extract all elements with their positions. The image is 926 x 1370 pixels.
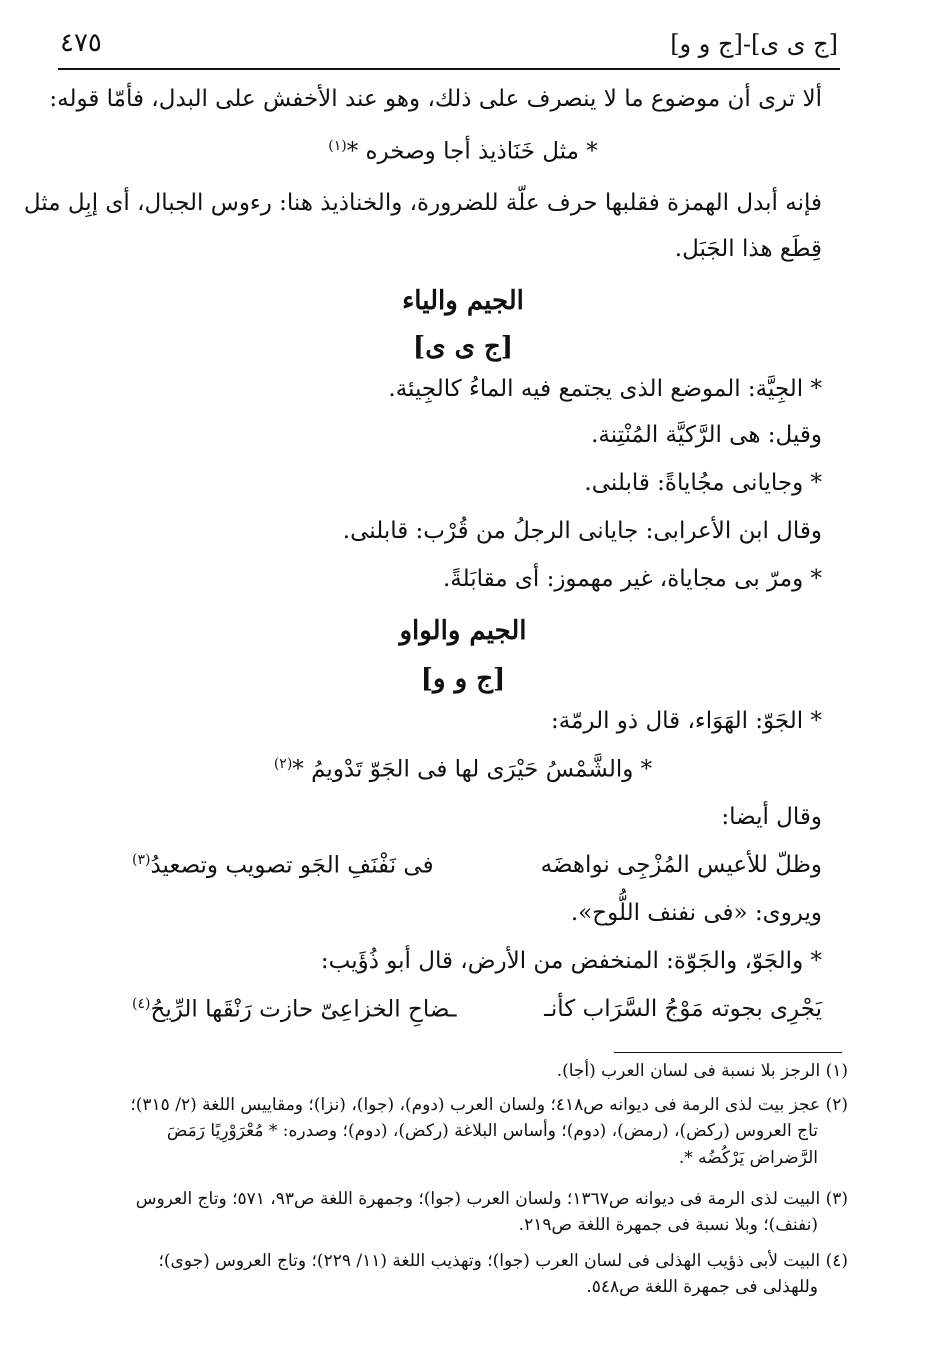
verse-hemistich-right: وظلّ للأعيس المُزْجِى نواهضَه xyxy=(540,852,822,878)
page-number: ٤٧٥ xyxy=(60,28,102,58)
footnote-marker: (١) xyxy=(328,138,347,154)
footnote-text: البيت لأبى ذؤيب الهذلى فى لسان العرب (جوا)؛ وتهذيب اللغة (١١/ ٢٢٩)؛ وتاج العروس (جوى)؛ xyxy=(158,1251,821,1271)
verse-hemistich-left xyxy=(132,852,434,879)
body-line: وقيل: هى الرَّكيَّة المُنْتِنة. xyxy=(591,422,822,448)
footnote-text: تاج العروس (ركض)، (رمض)، (دوم)؛ وأساس البلاغة (ركض)، (دوم)؛ وصدره: * مُعْرَوْرِيًا رَمَضَ xyxy=(166,1121,818,1142)
body-line: * والجَوّ، والجَوّة: المنخفض من الأرض، قال أبو ذُؤَيب: xyxy=(320,948,822,974)
footnote xyxy=(68,1058,848,1084)
verse-text: * والشَّمْسُ حَيْرَى لها فى الجَوّ تَدْويمُ * xyxy=(292,756,653,783)
footnote-text: الرَّضراض يَرْكُضُه *. xyxy=(678,1147,818,1168)
verse-line xyxy=(96,138,830,166)
running-header-entries: [ج ى ى]-[ج و و] xyxy=(670,30,838,58)
footnote-marker: (٢) xyxy=(273,756,293,772)
footnote xyxy=(68,1092,848,1171)
footnote-text: الرجز بلا نسبة فى لسان العرب (أجا). xyxy=(556,1061,821,1081)
verse-text: فى نَفْنَفِ الجَو تصويب وتصعيدُ xyxy=(150,852,434,879)
body-line: فإنه أبدل الهمزة فقلبها حرف علّة للضرورة، والخناذيذ هنا: رءوس الجبال، أى إبِل مثل xyxy=(23,190,822,216)
footnote-marker: (٤) xyxy=(132,996,151,1012)
body-line: ويروى: «فى نفنف اللُّوح». xyxy=(570,900,822,926)
footnote xyxy=(68,1186,848,1239)
verse-line xyxy=(96,756,830,784)
verse-text: * مثل خَنَاذيذ أجا وصخره * xyxy=(346,138,598,165)
body-line: * الجِيَّة: الموضع الذى يجتمع فيه الماءُ كالجِيئة. xyxy=(388,376,822,402)
footnote-text: (نفنف)؛ وبلا نسبة فى جمهرة اللغة ص٢١٩. xyxy=(518,1215,818,1236)
body-line: قِطَع هذا الجَبَل. xyxy=(674,236,822,262)
footnote-number: (٤) xyxy=(825,1251,848,1271)
verse-hemistich-left xyxy=(132,996,457,1023)
body-line: وقال أيضا: xyxy=(721,804,822,830)
footnote-number: (٣) xyxy=(825,1189,848,1209)
body-line: وقال ابن الأعرابى: جايانى الرجلُ من قُرْب: قابلنى. xyxy=(342,518,822,544)
entry-title: [ج و و] xyxy=(420,664,506,694)
body-line: * وجايانى مجُاياةً: قابلنى. xyxy=(584,470,822,496)
footnote-rule xyxy=(614,1052,842,1053)
footnote-text: البيت لذى الرمة فى ديوانه ص١٣٦٧؛ ولسان العرب (جوا)؛ وجمهرة اللغة ص٩٣، ٥٧١؛ وتاج العروس xyxy=(135,1189,821,1209)
footnote-text: وللهذلى فى جمهرة اللغة ص٥٤٨. xyxy=(586,1277,818,1298)
section-heading: الجيم والواو xyxy=(399,616,527,646)
body-line: * الجَوّ: الهَوَاء، قال ذو الرمّة: xyxy=(551,708,822,734)
header-rule xyxy=(58,68,840,70)
footnote-text: عجز بيت لذى الرمة فى ديوانه ص٤١٨؛ ولسان العرب (دوم)، (جوا)، (نزا)؛ ومقاييس اللغة (٢/ ٣١٥)؛ xyxy=(130,1095,821,1115)
footnote-marker: (٣) xyxy=(132,852,151,868)
verse-text: ـضاحِ الخزاعِىّ حازت رَنْقَها الرِّيحُ xyxy=(150,996,457,1023)
body-line: ألا ترى أن موضوع ما لا ينصرف على ذلك، وهو عند الأخفش على البدل، فأمّا قوله: xyxy=(49,86,822,112)
footnote-number: (١) xyxy=(825,1061,848,1081)
body-line: * ومرّ بى مجاياة، غير مهموز: أى مقابَلةً. xyxy=(442,566,822,592)
section-heading: الجيم والياء xyxy=(402,286,524,316)
verse-hemistich-right: يَجْرِى بجوته مَوْجُ السَّرَاب كأنـ xyxy=(544,996,822,1022)
footnote-number: (٢) xyxy=(825,1095,848,1115)
entry-title: [ج ى ى] xyxy=(412,332,514,362)
footnote xyxy=(68,1248,848,1301)
